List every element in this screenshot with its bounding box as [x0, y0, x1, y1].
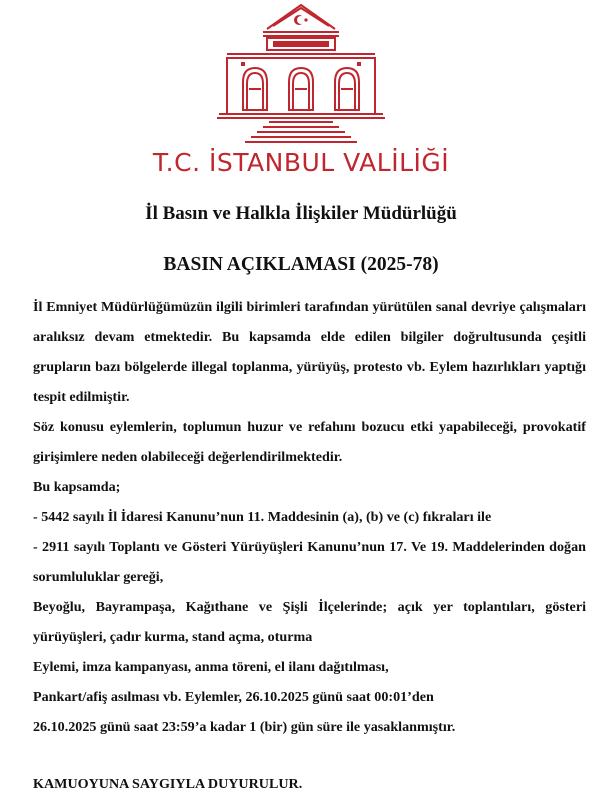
- governorship-logo: [0, 0, 602, 195]
- logo-text: T.C. İSTANBUL VALİLİĞİ: [152, 148, 450, 177]
- paragraph-assessment: Söz konusu eylemlerin, toplumun huzur ve refahını bozucu etki yapabileceği, provokatif girişimlere neden olabileceği değerlendirilmektedir.: [33, 419, 586, 465]
- istanbul-governorship-building-logo: [213, 2, 389, 150]
- scope-intro: Bu kapsamda;: [33, 479, 121, 495]
- law-reference-5442: - 5442 sayılı İl İdaresi Kanunu’nun 11. Maddesinin (a), (b) ve (c) fıkraları ile: [33, 509, 492, 525]
- press-release-body: [33, 292, 586, 742]
- closing-statement: KAMUOYUNA SAYGIYLA DUYURULUR.: [33, 776, 303, 792]
- law-reference-2911: - 2911 sayılı Toplantı ve Gösteri Yürüyüşleri Kanunu’nun 17. Ve 19. Maddelerinden doğan sorumluluklar gereği,: [33, 539, 586, 585]
- paragraph-surveillance: İl Emniyet Müdürlüğümüzün ilgili birimleri tarafından yürütülen sanal devriye çalışmaları aralıksız devam etmektedir. Bu kapsamda elde edilen bilgiler doğrultusunda çeşitli grupların bazı bölgelerde illegal toplanma, yürüyüş, protesto vb. Eylem hazırlıkları yaptığı tespit edilmiştir.: [33, 299, 586, 405]
- affected-districts: Beyoğlu, Bayrampaşa, Kağıthane ve Şişli İlçelerinde; açık yer toplantıları, gösteri yürüyüşleri, çadır kurma, stand açma, oturma: [33, 599, 586, 645]
- banned-actions: Eylemi, imza kampanyası, anma töreni, el ilanı dağıtılması,: [33, 659, 389, 675]
- ban-period-start: Pankart/afiş asılması vb. Eylemler, 26.10.2025 günü saat 00:01’den: [33, 689, 434, 705]
- department-title: İl Basın ve Halkla İlişkiler Müdürlüğü: [145, 203, 457, 224]
- ban-period-end: 26.10.2025 günü saat 23:59’a kadar 1 (bir) gün süre ile yasaklanmıştır.: [33, 719, 456, 735]
- press-release-title: BASIN AÇIKLAMASI (2025-78): [163, 254, 439, 275]
